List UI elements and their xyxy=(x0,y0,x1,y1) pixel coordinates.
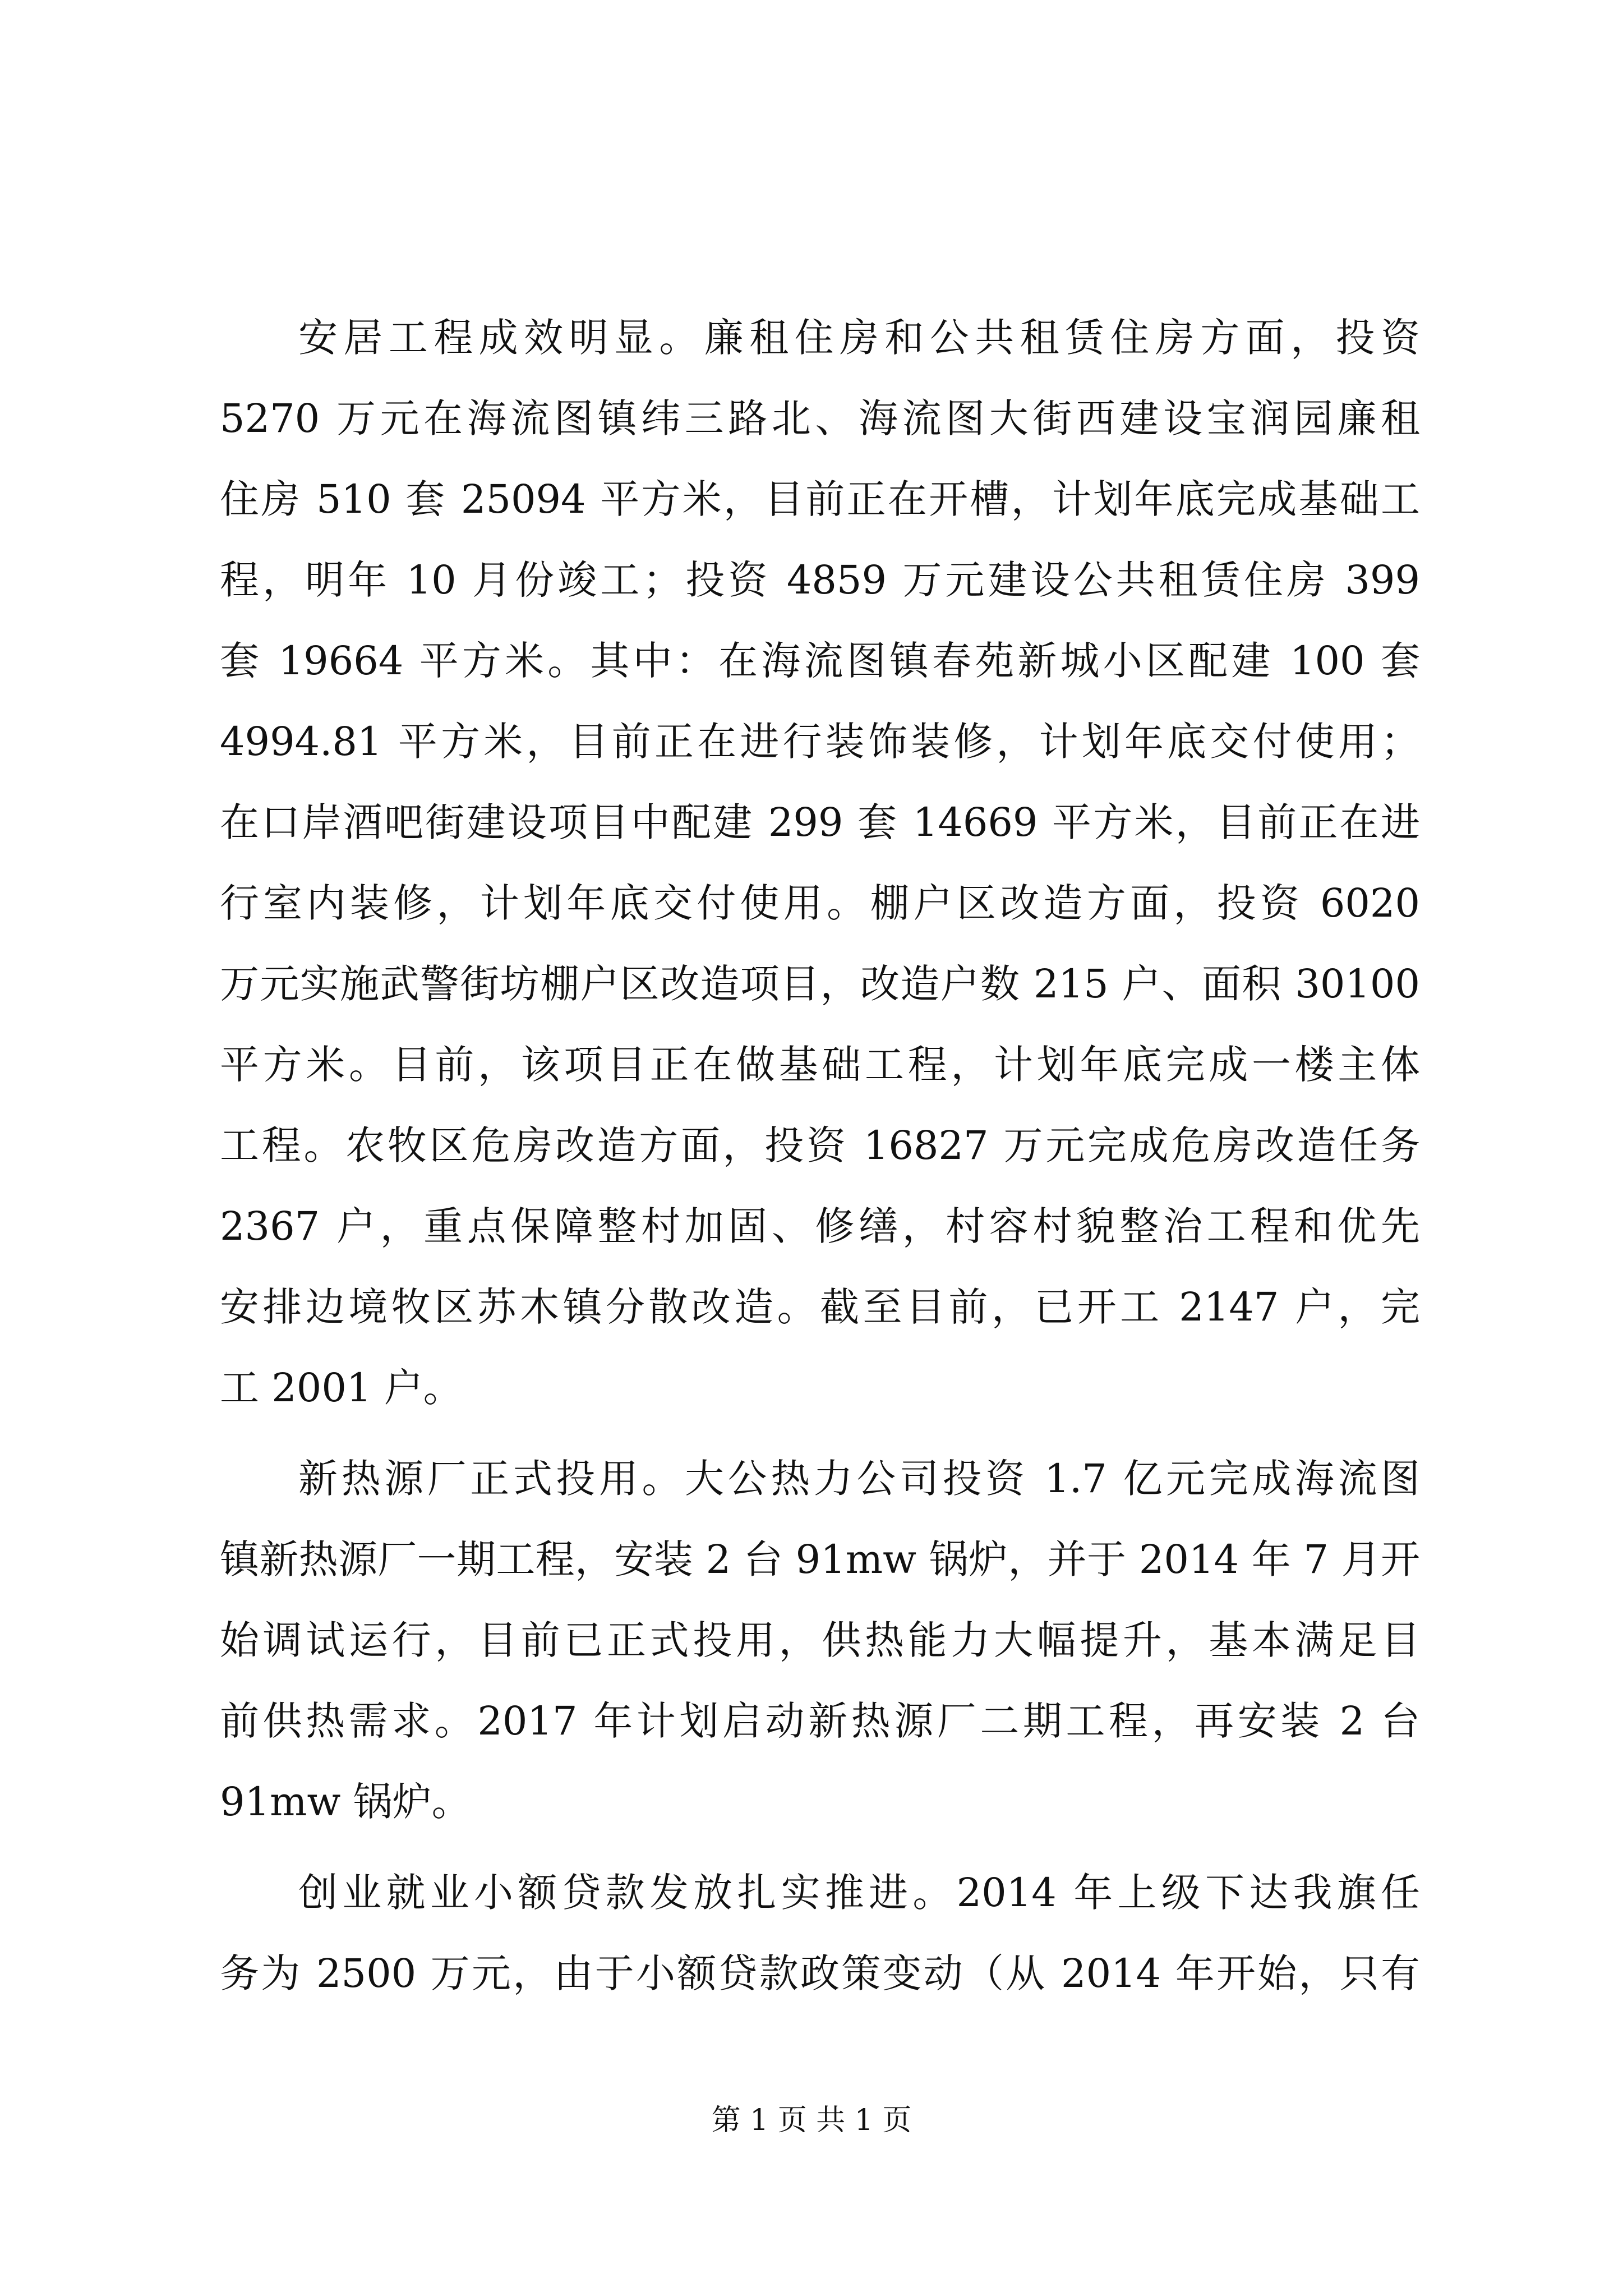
text-line: 5270 万元在海流图镇纬三路北、海流图大街西建设宝润园廉租 xyxy=(220,395,1420,441)
paragraph-gap xyxy=(220,1842,1420,1852)
page-number-label: 第 1 页 共 1 页 xyxy=(711,2104,912,2137)
text-line: 程，明年 10 月份竣工；投资 4859 万元建设公共租赁住房 399 xyxy=(220,557,1420,603)
text-line: 4994.81 平方米，目前正在进行装饰装修，计划年底交付使用； xyxy=(220,719,1420,765)
text-line: 镇新热源厂一期工程，安装 2 台 91mw 锅炉，并于 2014 年 7 月开 xyxy=(220,1536,1420,1582)
text-line: 始调试运行，目前已正式投用，供热能力大幅提升，基本满足目 xyxy=(220,1617,1420,1663)
paragraph-gap xyxy=(220,1428,1420,1438)
page-footer xyxy=(0,2101,1623,2140)
text-line: 2367 户，重点保障整村加固、修缮，村容村貌整治工程和优先 xyxy=(220,1203,1420,1249)
paragraph-microloans xyxy=(220,1852,1420,2014)
text-line: 安排边境牧区苏木镇分散改造。截至目前，已开工 2147 户，完 xyxy=(220,1284,1420,1330)
text-line: 行室内装修，计划年底交付使用。棚户区改造方面，投资 6020 xyxy=(220,880,1420,926)
text-line: 工 2001 户。 xyxy=(220,1365,463,1411)
text-line: 前供热需求。2017 年计划启动新热源厂二期工程，再安装 2 台 xyxy=(220,1698,1420,1744)
text-line: 新热源厂正式投用。大公热力公司投资 1.7 亿元完成海流图 xyxy=(298,1456,1420,1502)
text-line: 91mw 锅炉。 xyxy=(220,1779,471,1825)
paragraph-heat-source-plant xyxy=(220,1438,1420,1842)
text-line: 创业就业小额贷款发放扎实推进。2014 年上级下达我旗任 xyxy=(298,1870,1420,1916)
paragraph-housing-project xyxy=(220,297,1420,1428)
text-line: 套 19664 平方米。其中：在海流图镇春苑新城小区配建 100 套 xyxy=(220,638,1420,684)
text-line: 务为 2500 万元，由于小额贷款政策变动（从 2014 年开始，只有 xyxy=(220,1950,1420,1996)
text-line: 工程。农牧区危房改造方面，投资 16827 万元完成危房改造任务 xyxy=(220,1122,1420,1168)
text-line: 万元实施武警街坊棚户区改造项目，改造户数 215 户、面积 30100 xyxy=(220,961,1420,1007)
text-line: 安居工程成效明显。廉租住房和公共租赁住房方面，投资 xyxy=(298,315,1420,361)
text-line: 在口岸酒吧街建设项目中配建 299 套 14669 平方米，目前正在进 xyxy=(220,799,1420,845)
document-body xyxy=(220,297,1420,2014)
text-line: 住房 510 套 25094 平方米，目前正在开槽，计划年底完成基础工 xyxy=(220,476,1420,522)
text-line: 平方米。目前，该项目正在做基础工程，计划年底完成一楼主体 xyxy=(220,1042,1420,1088)
